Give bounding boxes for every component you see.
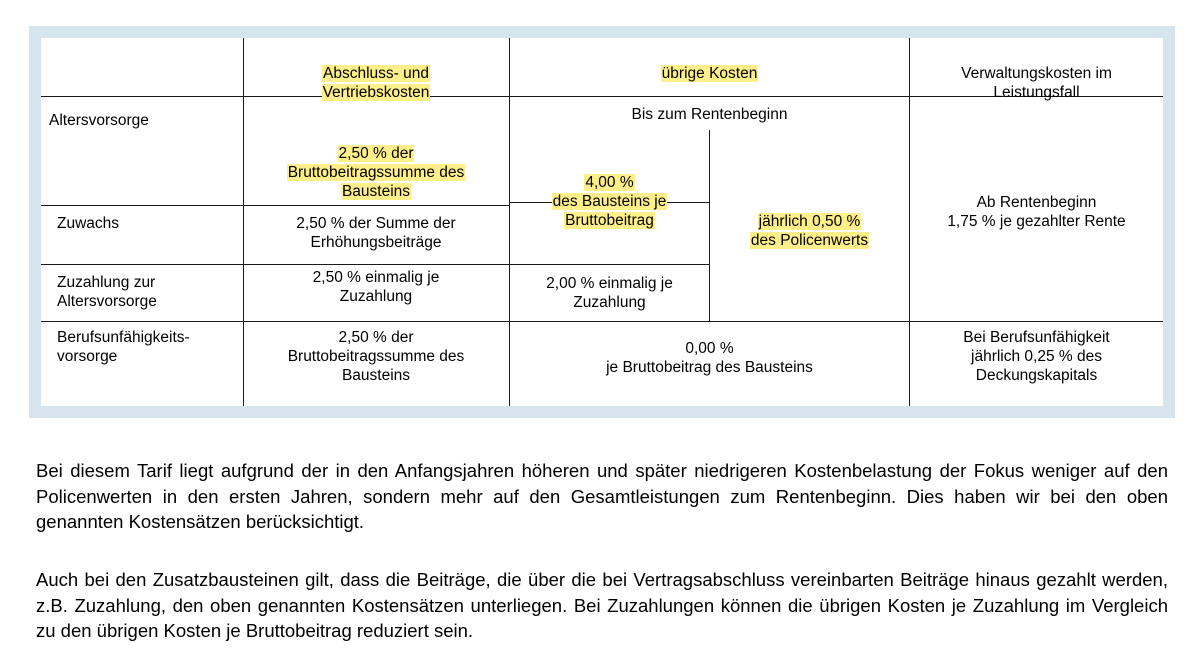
cost-table: [41, 38, 1163, 406]
header-cell-empty: [41, 38, 243, 96]
value-av-abschluss: 2,50 % der Bruttobeitragssumme des Bausteins: [287, 145, 465, 200]
cell-bis-rentenbeginn: Bis zum Rentenbeginn: [631, 106, 788, 123]
cell-bu-abschluss: 2,50 % der Bruttobeitragssumme des Bausteins: [287, 329, 465, 384]
header-label-verwaltung: Verwaltungskosten im Leistungsfall: [961, 65, 1112, 101]
cost-table-frame: [29, 26, 1175, 418]
row-label-altersvorsorge: Altersvorsorge: [49, 112, 149, 129]
row-label-zuwachs: Zuwachs: [57, 215, 120, 232]
cell-verwaltung-rente: Ab Rentenbeginn 1,75 % je gezahlter Rente: [947, 194, 1126, 230]
paragraph-fokus: Bei diesem Tarif liegt aufgrund der in den Anfangsjahren höheren und später niedrigeren Kostenbelastung der Fokus weniger auf den Policenwerten in den ersten Jahren, sondern mehr auf den Gesamtleistungen zum Rentenbeginn. Dies haben wir bei den oben genannten Kostensätzen berücksichtigt.: [36, 460, 1168, 532]
cell-zuzahlung-abschluss: 2,50 % einmalig je Zuzahlung: [312, 269, 440, 305]
value-uebrige-brutto: 4,00 % des Bausteins je Bruttobeitrag: [552, 174, 667, 229]
cell-uebrige-policen: [710, 193, 909, 250]
row-label-berufsunfaehigkeit: Berufsunfähigkeits- vorsorge: [57, 329, 190, 365]
divider: [41, 321, 1163, 322]
cell-zuwachs-abschluss: 2,50 % der Summe der Erhöhungsbeiträge: [296, 215, 456, 251]
header-label-abschluss: Abschluss- und Vertriebskosten: [322, 65, 430, 101]
cell-bu-uebrige: 0,00 % je Bruttobeitrag des Bausteins: [606, 340, 813, 376]
cell-uebrige-zuzahlung: 2,00 % einmalig je Zuzahlung: [546, 275, 673, 311]
value-uebrige-policen: jährlich 0,50 % des Policenwerts: [750, 213, 869, 249]
header-cell-abschluss: [243, 45, 509, 102]
header-cell-verwaltung: [910, 45, 1163, 102]
divider: [41, 264, 709, 265]
row-label-zuzahlung: Zuzahlung zur Altersvorsorge: [57, 274, 157, 310]
cell-uebrige-brutto: [510, 154, 709, 230]
header-cell-uebrige: [510, 45, 909, 83]
divider: [41, 205, 509, 206]
header-label-uebrige: übrige Kosten: [661, 65, 758, 82]
paragraph-zusatzbausteine: Auch bei den Zusatzbausteinen gilt, dass die Beiträge, die über die bei Vertragsabschluss vereinbarten Beiträge hinaus gezahlt werden, z.B. Zuzahlung, den oben genannten Kostensätzen unterliegen. Bei Zuzahlungen können die übrigen Kosten je Zuzahlung im Vergleich zu den übrigen Kosten je Bruttobeitrag reduziert sein.: [36, 569, 1168, 641]
cell-av-abschluss: [243, 125, 509, 201]
cell-bu-verwaltung: Bei Berufsunfähigkeit jährlich 0,25 % des Deckungskapitals: [963, 329, 1110, 384]
